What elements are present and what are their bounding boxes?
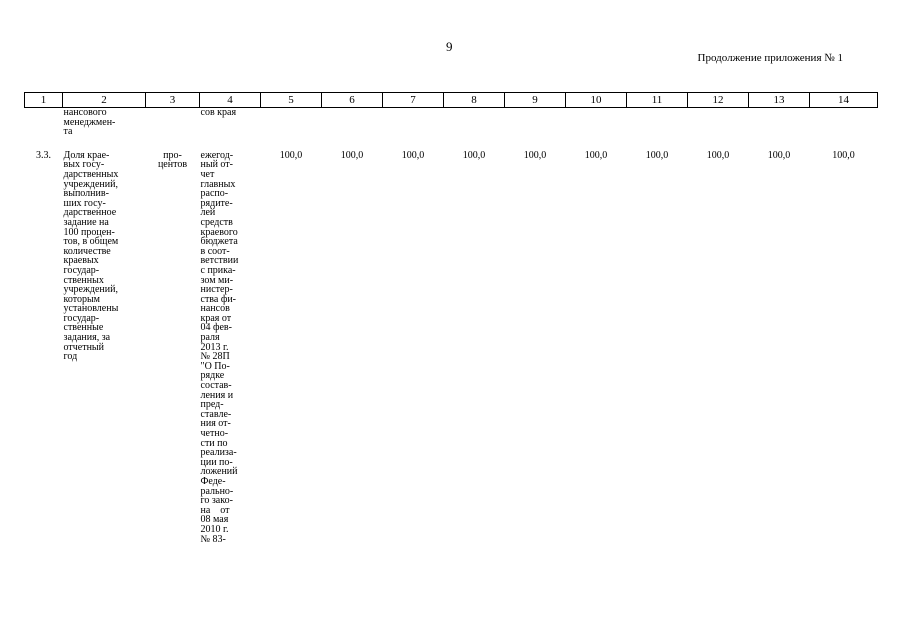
header-cell: 3 [146, 93, 200, 108]
value-cell: 100,0 [645, 149, 669, 161]
value-cell: 100,0 [523, 149, 547, 161]
appendix-note: Продолжение приложения № 1 [697, 52, 843, 64]
header-cell: 4 [200, 93, 261, 108]
continued-source-text: сов края [200, 107, 237, 118]
header-cell: 12 [688, 93, 749, 108]
data-table [24, 92, 878, 544]
value-cell: 100,0 [706, 149, 730, 161]
header-cell: 10 [566, 93, 627, 108]
header-cell: 1 [25, 93, 63, 108]
header-cell: 14 [810, 93, 878, 108]
continued-indicator-text: нансового менеджмен- та [63, 107, 116, 138]
value-cell: 100,0 [584, 149, 608, 161]
header-cell: 7 [383, 93, 444, 108]
row-code: 3.3. [36, 149, 51, 161]
header-cell: 8 [444, 93, 505, 108]
indicator-name: Доля крае- вых госу- дарственных учреждений, выполнив- ших госу- дарственное задание на 100 процен- тов, в общем количестве краевых государ- ственных учреждений, которым установлены государ- ственные задания, за отчетный год [63, 149, 119, 363]
value-cell: 100,0 [462, 149, 486, 161]
value-cell: 100,0 [340, 149, 364, 161]
header-cell: 11 [627, 93, 688, 108]
value-cell: 100,0 [767, 149, 791, 161]
unit-cell: про- центов [157, 149, 188, 171]
source-cell: ежегод- ный от- чет главных распо- рядите- лей средств краевого бюджета в соот- ветствии с прика- зом ми- нистер- ства фи- нансов края от 04 фев- раля 2013 г. № 28П "О По- рядке состав- ления и пред- ставле- ния от- четно- сти по реализа- ции по- ложений Феде- рально- го зако- на от 08 мая 2010 г. № 83- [200, 149, 239, 545]
header-cell: 6 [322, 93, 383, 108]
header-cell: 5 [261, 93, 322, 108]
continuation-row [25, 108, 878, 151]
table-row [25, 151, 878, 544]
header-cell: 2 [63, 93, 146, 108]
value-cell: 100,0 [279, 149, 303, 161]
page-number: 9 [446, 39, 453, 54]
value-cell: 100,0 [832, 149, 855, 161]
header-cell: 9 [505, 93, 566, 108]
header-cell: 13 [749, 93, 810, 108]
header-row [25, 93, 878, 108]
value-cell: 100,0 [401, 149, 425, 161]
